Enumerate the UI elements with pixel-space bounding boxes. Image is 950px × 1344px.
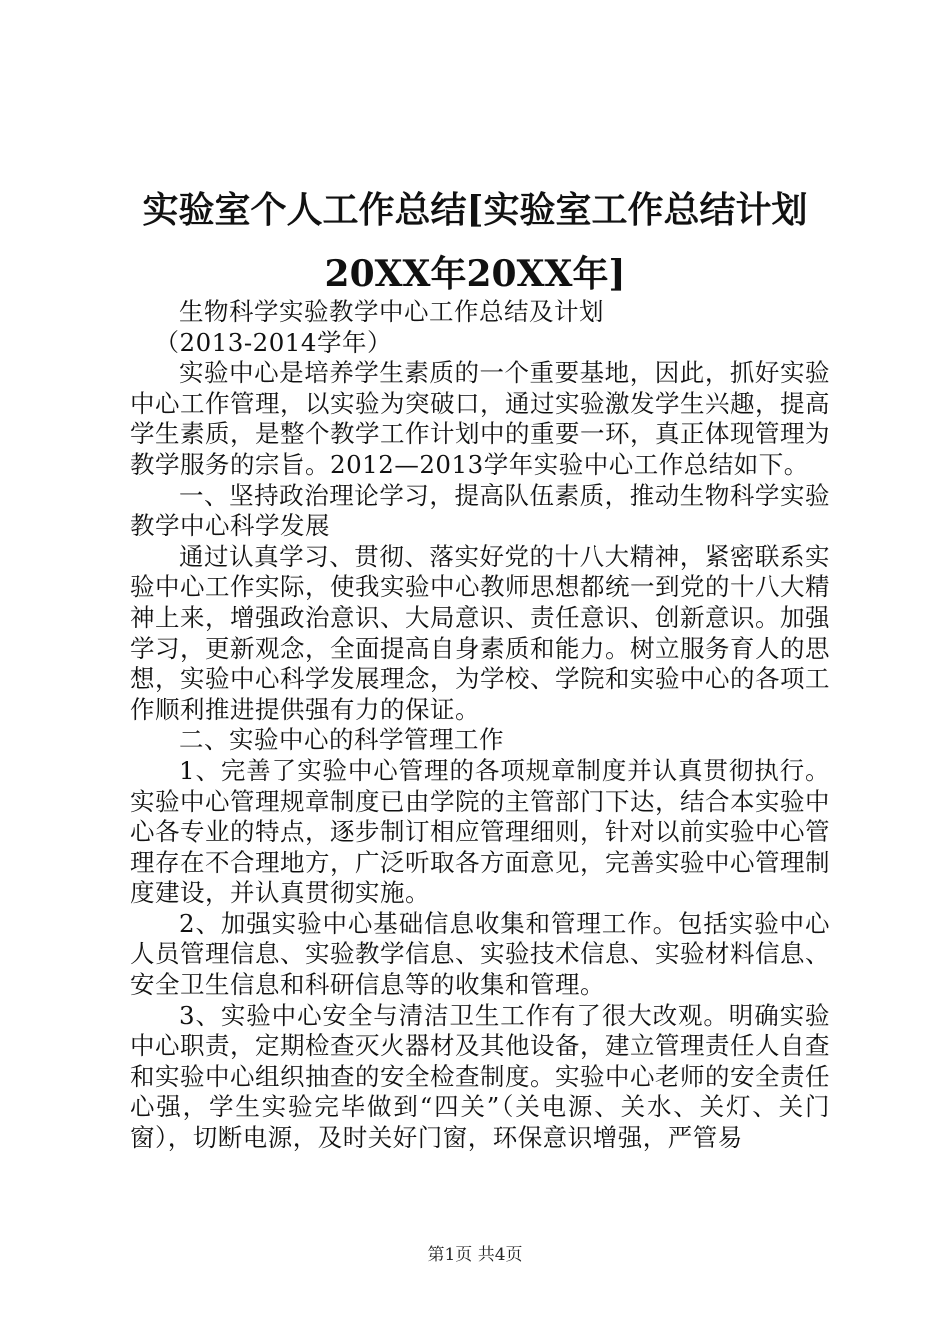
document-subtitle: 生物科学实验教学中心工作总结及计划 (179, 297, 604, 326)
paragraph-item-1: 1、完善了实验中心管理的各项规章制度并认真贯彻执行。实验中心管理规章制度已由学院的主管部门下达，结合本实验中心各专业的特点，逐步制订相应管理细则，针对以前实验中心管理存在不合理地方，广泛听取各方面意见，完善实验中心管理制度建设，并认真贯彻实施。 (130, 755, 830, 908)
paragraph-item-3: 3、实验中心安全与清洁卫生工作有了很大改观。明确实验中心职责，定期检查灭火器材及其他设备，建立管理责任人自查和实验中心组织抽查的安全检查制度。实验中心老师的安全责任心强，学生实验完毕做到“四关”（关电源、关水、关灯、关门窗），切断电源，及时关好门窗，环保意识增强，严管易 (130, 1000, 830, 1153)
paragraph-intro: 实验中心是培养学生素质的一个重要基地，因此，抓好实验中心工作管理，以实验为突破口，通过实验激发学生兴趣，提高学生素质，是整个教学工作计划中的重要一环，真正体现管理为教学服务的宗旨。2012—2013学年实验中心工作总结如下。 (130, 358, 830, 479)
document-title (100, 178, 850, 306)
title-line-2: 20XX年20XX年] (324, 253, 626, 295)
paragraph-item-2: 2、加强实验中心基础信息收集和管理工作。包括实验中心人员管理信息、实验教学信息、实验技术信息、实验材料信息、安全卫生信息和科研信息等的收集和管理。 (130, 908, 830, 1000)
page-footer (0, 1240, 950, 1265)
title-line-1: 实验室个人工作总结[实验室工作总结计划 (142, 189, 808, 231)
section-heading-2: 二、实验中心的科学管理工作 (179, 725, 504, 755)
section-heading-1: 一、坚持政治理论学习，提高队伍素质，推动生物科学实验教学中心科学发展 (130, 480, 830, 541)
document-body (130, 297, 830, 1154)
paragraph-section-1: 通过认真学习、贯彻、落实好党的十八大精神，紧密联系实验中心工作实际，使我实验中心教师思想都统一到党的十八大精神上来，增强政治意识、大局意识、责任意识、创新意识。加强学习，更新观念，全面提高自身素质和能力。树立服务育人的思想，实验中心科学发展理念，为学校、学院和实验中心的各项工作顺利推进提供强有力的保证。 (130, 541, 830, 724)
page-number: 第1页 共4页 (427, 1245, 523, 1265)
school-year: （2013-2014学年） (154, 327, 392, 357)
